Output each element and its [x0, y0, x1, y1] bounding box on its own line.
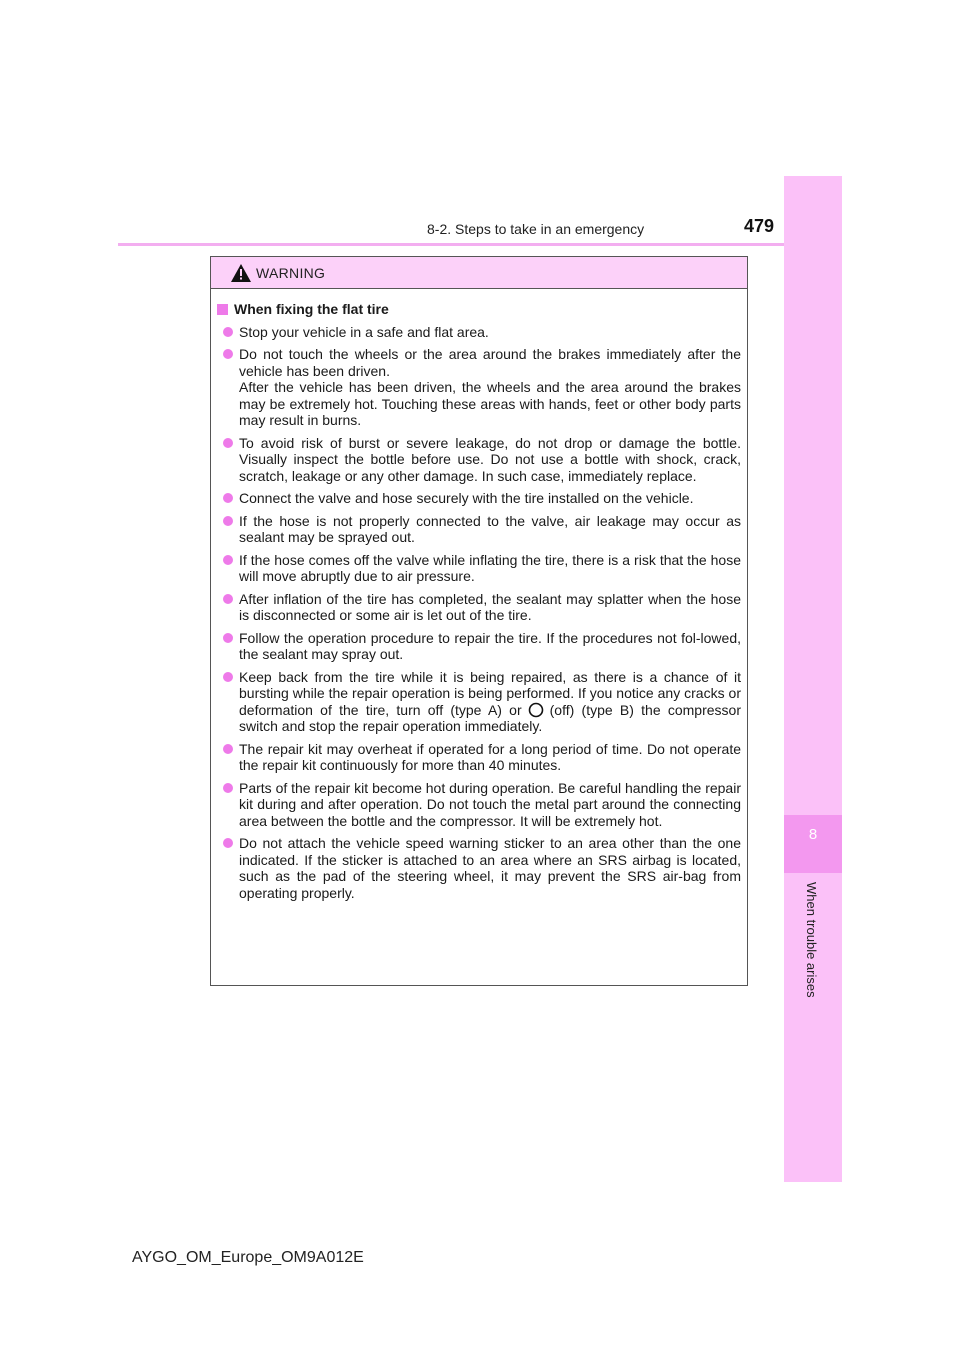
- list-item: [223, 513, 741, 546]
- item-text: If the hose is not properly connected to the valve, air leakage may occur as sealant may be sprayed out.: [239, 512, 741, 545]
- item-text: Stop your vehicle in a safe and flat area.: [239, 323, 489, 340]
- list-item: [223, 490, 741, 507]
- bullet-icon: [223, 838, 233, 848]
- list-item: [223, 780, 741, 830]
- list-item: [223, 435, 741, 485]
- chapter-tab-active[interactable]: [784, 815, 842, 873]
- bullet-icon: [223, 516, 233, 526]
- chapter-number: 8: [808, 826, 818, 843]
- item-text: (off) (type B) the compressor switch and stop the repair operation immediately.: [239, 701, 741, 734]
- bullet-icon: [223, 594, 233, 604]
- bullet-icon: [223, 438, 233, 448]
- list-item: [223, 741, 741, 774]
- warning-triangle-icon: [231, 264, 251, 282]
- chapter-title: When trouble arises: [804, 882, 819, 998]
- item-text: Connect the valve and hose securely with the tire installed on the vehicle.: [239, 490, 694, 506]
- chapter-side-tab: [784, 176, 842, 1182]
- item-text: To avoid risk of burst or severe leakage, do not drop or damage the bottle. Visually inspect the bottle before use. Do not use a bottle with shock, crack, scratch, leakage or any other damage. In such case, immediately replace.: [239, 434, 741, 484]
- document-code: AYGO_OM_Europe_OM9A012E: [132, 1249, 364, 1266]
- item-text: The repair kit may overheat if operated for a long period of time. Do not operate the repair kit continuously for more than 40 minutes.: [239, 740, 741, 773]
- warning-body: [211, 289, 747, 901]
- section-heading-text: When fixing the flat tire: [234, 301, 389, 317]
- list-item: [223, 835, 741, 901]
- list-item: [223, 669, 741, 735]
- header-rule: [118, 243, 842, 246]
- item-text: Follow the operation procedure to repair the tire. If the procedures not fol-lowed, the sealant may spray out.: [239, 629, 741, 662]
- bullet-icon: [223, 555, 233, 565]
- list-item: [223, 630, 741, 663]
- list-item: [223, 591, 741, 624]
- bullet-icon: [223, 672, 233, 682]
- item-text: After inflation of the tire has completed, the sealant may splatter when the hose is disconnected or some air is let out of the tire.: [239, 590, 741, 623]
- bullet-icon: [223, 744, 233, 754]
- square-bullet-icon: [217, 304, 228, 315]
- list-item: [223, 552, 741, 585]
- bullet-icon: [223, 349, 233, 359]
- bullet-icon: [223, 327, 233, 337]
- warning-header: [211, 257, 747, 289]
- item-text: Parts of the repair kit become hot during operation. Be careful handling the repair kit during and after operation. Do not touch the metal part around the connecting area between the bottle and the compressor. It will be extremely hot.: [239, 779, 741, 829]
- power-off-icon: [528, 702, 544, 718]
- warning-title: WARNING: [256, 265, 326, 281]
- item-text: Do not attach the vehicle speed warning sticker to an area other than the one indicated. If the sticker is attached to an area where an SRS airbag is located, such as the pad of the steering wheel, it may prevent the SRS air-bag from operating properly.: [239, 835, 741, 901]
- item-text: Do not touch the wheels or the area around the brakes immediately after the vehicle has been driven.: [239, 346, 741, 379]
- list-item: [223, 346, 741, 429]
- page-number: 479: [744, 216, 775, 236]
- bullet-icon: [223, 633, 233, 643]
- item-text: After the vehicle has been driven, the wheels and the area around the brakes may be extremely hot. Touching these areas with hands, feet or other body parts may result in burns.: [239, 379, 741, 428]
- warning-box: [210, 256, 748, 986]
- bullet-icon: [223, 783, 233, 793]
- item-text: If the hose comes off the valve while inflating the tire, there is a risk that the hose will move abruptly due to air pressure.: [239, 551, 741, 584]
- bullet-icon: [223, 493, 233, 503]
- warning-section-heading: [217, 301, 741, 318]
- list-item: [223, 324, 741, 341]
- section-title: 8-2. Steps to take in an emergency: [427, 221, 645, 237]
- item-text: Keep back from the tire while it is being repaired, as there is a chance of it bursting while the repair operation is being performed. If you notice any cracks or deformation of the tire, turn off (type A) or: [239, 668, 741, 718]
